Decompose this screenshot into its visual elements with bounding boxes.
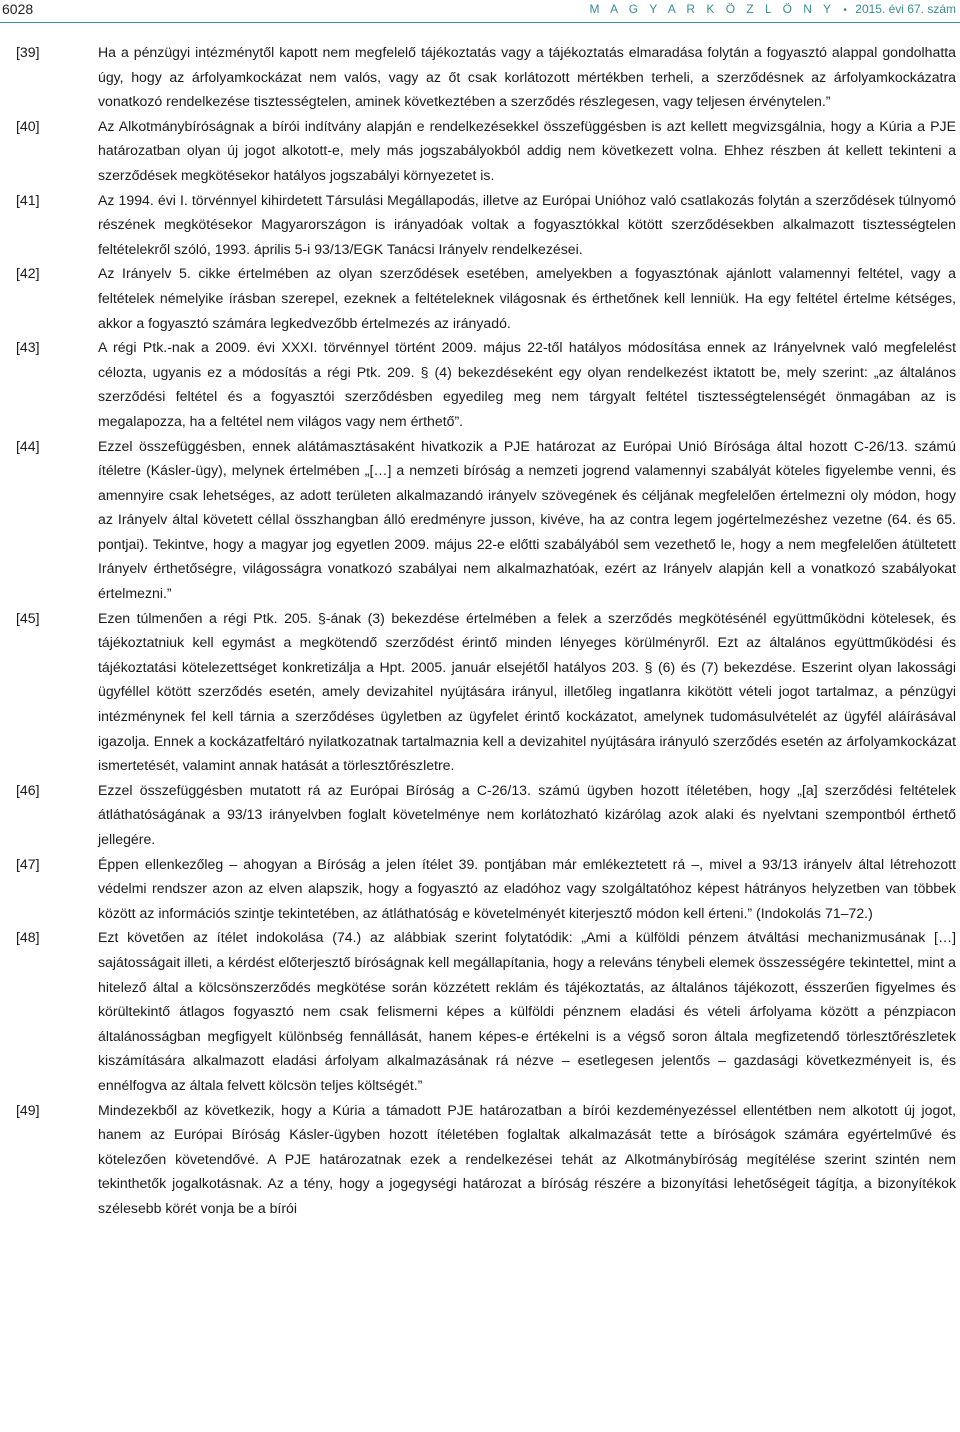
paragraph-number: [47]	[16, 855, 40, 872]
paragraph-49	[16, 1098, 956, 1221]
paragraph-46	[16, 778, 956, 852]
paragraph-text: Ezzel összefüggésben, ennek alátámasztásaként hivatkozik a PJE határozat az Európai Unió Bírósága által hozott C-26/13. számú ítéletre (Kásler-ügy), melynek értelmében „[…] a nemzeti bíróság a nemzeti jogrend valamennyi szabályát köteles figyelembe venni, és amennyire csak lehetséges, az adott területen alkalmazandó irányelv szövegének és céljának megfelelően értelmezni oly módon, hogy az Irányelv által követett céllal összhangban álló eredményre jusson, kivéve, ha az contra legem jogértelmezéshez vezetne (64. és 65. pontjai). Tekintve, hogy a magyar jog egyetlen 2009. május 22-e előtti szabályából sem vezethető le, hogy a nem megfelelően átültetett Irányelv érthetőségre, világosságra vonatkozó szabályai nem alkalmazhatóak, ezért az Irányelv alapján kell a vonatkozó szabályokat értelmezni.”	[98, 437, 956, 602]
journal-title: M A G Y A R K Ö Z L Ö N Y	[589, 2, 836, 16]
page-number: 6028	[2, 1, 34, 17]
paragraph-number: [49]	[16, 1101, 40, 1118]
paragraph-text: A régi Ptk.-nak a 2009. évi XXXI. törvénnyel történt 2009. május 22-től hatályos módosítása ennek az Irányelvnek való megfelelést célozta, ugyanis ez a módosítás a régi Ptk. 209. § (4) bekezdéseként egy olyan rendelkezést iktatott be, mely szerint: „az általános szerződési feltétel és a fogyasztói szerződésben egyedileg meg nem tárgyalt feltétel tisztességtelenségét önmagában az is megalapozza, ha a feltétel nem világos vagy nem érthető”.	[98, 339, 956, 429]
paragraph-text: Az Alkotmánybíróságnak a bírói indítvány alapján e rendelkezésekkel összefüggésben is azt kellett megvizsgálnia, hogy a Kúria a PJE határozatban olyan új jogot alkotott-e, mely más jogszabályokból addig nem következett volna. Ehhez részben át kellett tekinteni a szerződések megkötésekor hatályos jogszabályi környezetet is.	[98, 117, 956, 183]
separator-dot: •	[843, 5, 847, 16]
paragraph-number: [45]	[16, 609, 40, 626]
paragraph-text: Éppen ellenkezőleg – ahogyan a Bíróság a jelen ítélet 39. pontjában már emlékeztetett rá –, mivel a 93/13 irányelv által létrehozott védelmi rendszer azon az elven alapszik, hogy a fogyasztó az eladóhoz vagy szolgáltatóhoz képest hátrányos helyzetben van többek között az információs szintje tekintetében, az átláthatóság e követelményét kiterjesztő módon kell érteni.” (Indokolás 71–72.)	[98, 855, 956, 921]
paragraph-text: Az 1994. évi I. törvénnyel kihirdetett Társulási Megállapodás, illetve az Európai Unióhoz való csatlakozás folytán a szerződések túlnyomó részének megkötésekor Magyarországon is irányadóak voltak a fogyasztókkal kötött szerződésekben alkalmazott tisztességtelen feltételekről szóló, 1993. április 5-i 93/13/EGK Tanácsi Irányelv rendelkezései.	[98, 191, 956, 257]
paragraph-40	[16, 114, 956, 188]
paragraph-number: [42]	[16, 265, 40, 282]
running-head	[589, 1, 956, 19]
paragraph-text: Az Irányelv 5. cikke értelmében az olyan szerződések esetében, amelyekben a fogyasztónak ajánlott valamennyi feltétel, vagy a feltételek némelyike írásban szerepel, ezeknek a feltételeknek világosnak és érthetőnek kell lenniük. Ha egy feltétel értelme kétséges, akkor a fogyasztó számára legkedvezőbb értelmezés az irányadó.	[98, 265, 956, 331]
paragraph-47	[16, 852, 956, 926]
paragraph-text: Ha a pénzügyi intézménytől kapott nem megfelelő tájékoztatás vagy a tájékoztatás elmaradása folytán a fogyasztó alappal gondolhatta úgy, hogy az árfolyamkockázat nem valós, vagy az őt csak korlátozott mértékben terheli, a szerződésnek az árfolyamkockázatra vonatkozó rendelkezése tisztességtelen, aminek következtében a szerződés részlegesen, vagy teljesen érvénytelen.”	[98, 44, 956, 110]
page-header	[0, 0, 960, 24]
paragraph-number: [43]	[16, 339, 40, 356]
paragraph-48	[16, 925, 956, 1097]
paragraph-number: [46]	[16, 781, 40, 798]
paragraph-text: Ezzel összefüggésben mutatott rá az Európai Bíróság a C-26/13. számú ügyben hozott ítéletében, hogy „[a] szerződési feltételek átláthatóságának a 93/13 irányelvben foglalt követelménye nem korlátozható kizárólag azok alaki és nyelvtani szempontból érthető jellegére.	[98, 781, 956, 847]
header-divider	[0, 22, 960, 23]
paragraph-number: [41]	[16, 191, 40, 208]
paragraph-number: [48]	[16, 929, 40, 946]
paragraph-41	[16, 188, 956, 262]
paragraph-44	[16, 434, 956, 606]
paragraph-42	[16, 261, 956, 335]
paragraph-text: Mindezekből az következik, hogy a Kúria a támadott PJE határozatban a bírói kezdeményezéssel ellentétben nem alkotott új jogot, hanem az Európai Bíróság Kásler-ügyben hozott ítéletében foglaltak alkalmazását tette a bíróságok számára egyértelművé és kötelezően követendővé. A PJE határozatnak ezek a rendelkezései tehát az Alkotmánybíróság megítélése szerint szintén nem tekinthetők jogalkotásnak. Az a tény, hogy a jogegységi határozat a bíróság részére a bizonyítási lehetőségeit tágítja, a bizonyítékok szélesebb körét vonja be a bírói	[98, 1101, 956, 1216]
paragraph-43	[16, 335, 956, 433]
paragraph-45	[16, 606, 956, 778]
paragraph-text: Ezen túlmenően a régi Ptk. 205. §-ának (3) bekezdése értelmében a felek a szerződés megkötésénél együttműködni kötelesek, és tájékoztatniuk kell egymást a megkötendő szerződést érintő minden lényeges körülményről. Ezt az általános együttműködési és tájékoztatási kötelezettséget konkretizálja a Hpt. 2005. január elsejétől hatályos 203. § (6) és (7) bekezdése. Eszerint olyan lakossági ügyféllel kötött szerződés esetén, amely devizahitel nyújtására irányul, illetőleg ingatlanra kikötött vételi jogot tartalmaz, a pénzügyi intézménynek fel kell tárnia a szerződéses ügyletben az ügyfelet érintő kockázatot, amelynek tudomásulvételét az ügyfél aláírásával igazolja. Ennek a kockázatfeltáró nyilatkozatnak tartalmaznia kell a devizahitel nyújtására irányuló szerződés esetén az árfolyamkockázat ismertetését, valamint annak hatását a törlesztőrészletre.	[98, 609, 956, 774]
document-body	[16, 40, 956, 1221]
paragraph-39	[16, 40, 956, 114]
paragraph-number: [44]	[16, 437, 40, 454]
paragraph-text: Ezt követően az ítélet indokolása (74.) az alábbiak szerint folytatódik: „Ami a külföldi pénzem átváltási mechanizmusának […] sajátosságait illeti, a kérdést előterjesztő bíróságnak kell megállapítania, hogy a releváns ténybeli elemek összességére tekintettel, mint a hitelező által a kölcsönszerződés megkötése során közzétett reklám és tájékoztatás, az általános tájékozott, ésszerűen figyelmes és körültekintő átlagos fogyasztó nem csak felismerni képes a külföldi pénznem eladási és vételi árfolyama között a pénzpiacon általánosságban megfigyelt különbség fennállását, hanem képes-e értékelni is a végső soron általa megfizetendő törlesztőrészletek kiszámítására alkalmazott eladási árfolyam alkalmazásának rá nézve – esetlegesen jelentős – gazdasági következményeit is, és ennélfogva az általa felvett kölcsön teljes költségét.”	[98, 929, 956, 1093]
paragraph-number: [40]	[16, 117, 40, 134]
paragraph-number: [39]	[16, 44, 40, 60]
issue-number: 2015. évi 67. szám	[855, 2, 956, 16]
